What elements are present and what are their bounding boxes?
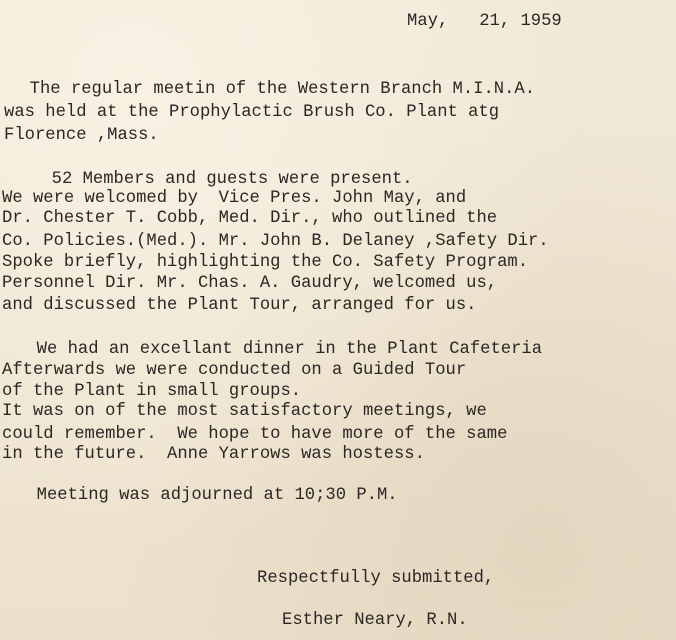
- paragraph3-line-3: of the Plant in small groups.: [2, 382, 302, 401]
- closing-line: Respectfully submitted,: [257, 569, 495, 588]
- paragraph3-line-4: It was on of the most satisfactory meetings, we: [2, 402, 487, 421]
- paragraph2-line-7: and discussed the Plant Tour, arranged for us.: [2, 296, 477, 315]
- paragraph2-line-4: Co. Policies.(Med.). Mr. John B. Delaney ,Safety Dir.: [2, 232, 549, 251]
- paragraph3-line-5: could remember. We hope to have more of the same: [2, 425, 508, 444]
- paragraph1-line-2: was held at the Prophylactic Brush Co. Plant atg: [4, 103, 500, 122]
- paragraph2-line-3: Dr. Chester T. Cobb, Med. Dir., who outlined the: [2, 209, 498, 228]
- paragraph2-line-5: Spoke briefly, highlighting the Co. Safety Program.: [2, 253, 529, 272]
- paragraph3-line-1: We had an excellant dinner in the Plant Cafeteria: [16, 340, 543, 359]
- letter-date: May, 21, 1959: [407, 12, 562, 31]
- paragraph1-line-1: The regular meetin of the Western Branch M.I.N.A.: [9, 80, 536, 99]
- paragraph3-line-2: Afterwards we were conducted on a Guided Tour: [2, 361, 467, 380]
- paragraph1-line-3: Florence ,Mass.: [4, 126, 159, 145]
- signature-line: Esther Neary, R.N.: [282, 611, 468, 630]
- adjourned-line: Meeting was adjourned at 10;30 P.M.: [16, 486, 398, 505]
- paragraph3-line-6: in the future. Anne Yarrows was hostess.: [2, 445, 425, 464]
- paragraph2-line-6: Personnel Dir. Mr. Chas. A. Gaudry, welcomed us,: [2, 274, 498, 293]
- paragraph2-line-2: We were welcomed by Vice Pres. John May, and: [2, 189, 467, 208]
- paragraph2-line-1: 52 Members and guests were present.: [31, 170, 413, 189]
